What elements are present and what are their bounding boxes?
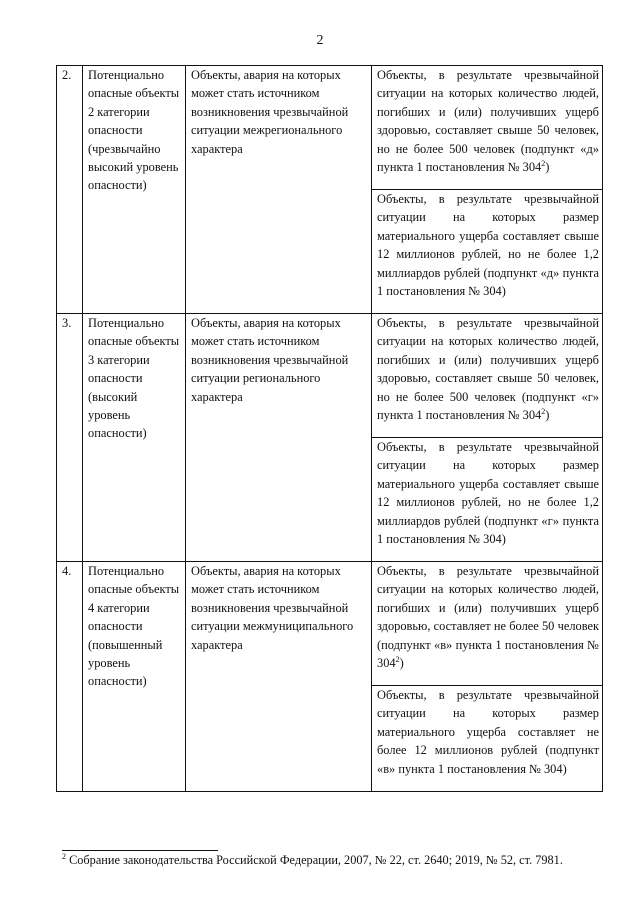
- criteria-text: Объекты, в результате чрезвычайной ситуации на которых количество людей, погибших и (или) получивших ущерб здоровью, составляет не более 50 человек (подпункт «в» пункта 1 постановления № 304: [377, 564, 599, 671]
- table-row: [57, 314, 603, 438]
- row-number: 2.: [57, 66, 83, 314]
- footnote-ref: 2: [541, 158, 546, 168]
- footnote-divider: [62, 850, 218, 851]
- description-cell: Объекты, авария на которых может стать источником возникновения чрезвычайной ситуации межрегионального характера: [186, 66, 372, 314]
- criteria-tail: ): [545, 160, 550, 175]
- category-cell: Потенциально опасные объекты 2 категории опасности (чрезвычайно высокий уровень опасности): [83, 66, 186, 314]
- row-number: 4.: [57, 562, 83, 792]
- criteria-cell-casualties: [372, 66, 603, 190]
- criteria-tail: ): [399, 656, 404, 671]
- criteria-text: Объекты, в результате чрезвычайной ситуации на которых количество людей, погибших и (или) получивших ущерб здоровью, составляет свыше 50 человек, но не более 500 человек (подпункт «г» пункта 1 постановления № 304: [377, 316, 599, 423]
- category-cell: Потенциально опасные объекты 4 категории опасности (повышенный уровень опасности): [83, 562, 186, 792]
- footnote-ref: 2: [395, 654, 400, 664]
- description-cell: Объекты, авария на которых может стать источником возникновения чрезвычайной ситуации межмуниципального характера: [186, 562, 372, 792]
- table-row: [57, 562, 603, 686]
- row-number: 3.: [57, 314, 83, 562]
- page-number: 2: [316, 33, 324, 48]
- table-row: [57, 66, 603, 190]
- description-cell: Объекты, авария на которых может стать источником возникновения чрезвычайной ситуации регионального характера: [186, 314, 372, 562]
- category-cell: Потенциально опасные объекты 3 категории опасности (высокий уровень опасности): [83, 314, 186, 562]
- criteria-cell-casualties: [372, 562, 603, 686]
- criteria-cell-damage: Объекты, в результате чрезвычайной ситуации на которых размер материального ущерба составляет не более 12 миллионов рублей (подпункт «в» пункта 1 постановления № 304): [372, 686, 603, 792]
- criteria-cell-casualties: [372, 314, 603, 438]
- footnote-text: Собрание законодательства Российской Федерации, 2007, № 22, ст. 2640; 2019, № 52, ст. 7981.: [66, 853, 563, 867]
- footnote-ref: 2: [541, 406, 546, 416]
- criteria-cell-damage: Объекты, в результате чрезвычайной ситуации на которых размер материального ущерба составляет свыше 12 миллионов рублей, но не более 1,2 миллиардов рублей (подпункт «г» пункта 1 постановления № 304): [372, 438, 603, 562]
- hazard-category-table: [56, 65, 603, 792]
- criteria-tail: ): [545, 408, 550, 423]
- footnote: [62, 853, 563, 868]
- criteria-cell-damage: Объекты, в результате чрезвычайной ситуации на которых размер материального ущерба составляет свыше 12 миллионов рублей, но не более 1,2 миллиардов рублей (подпункт «д» пункта 1 постановления № 304): [372, 190, 603, 314]
- criteria-text: Объекты, в результате чрезвычайной ситуации на которых количество людей, погибших и (или) получивших ущерб здоровью, составляет свыше 50 человек, но не более 500 человек (подпункт «д» пункта 1 постановления № 304: [377, 68, 599, 175]
- footnote-mark: 2: [62, 851, 66, 861]
